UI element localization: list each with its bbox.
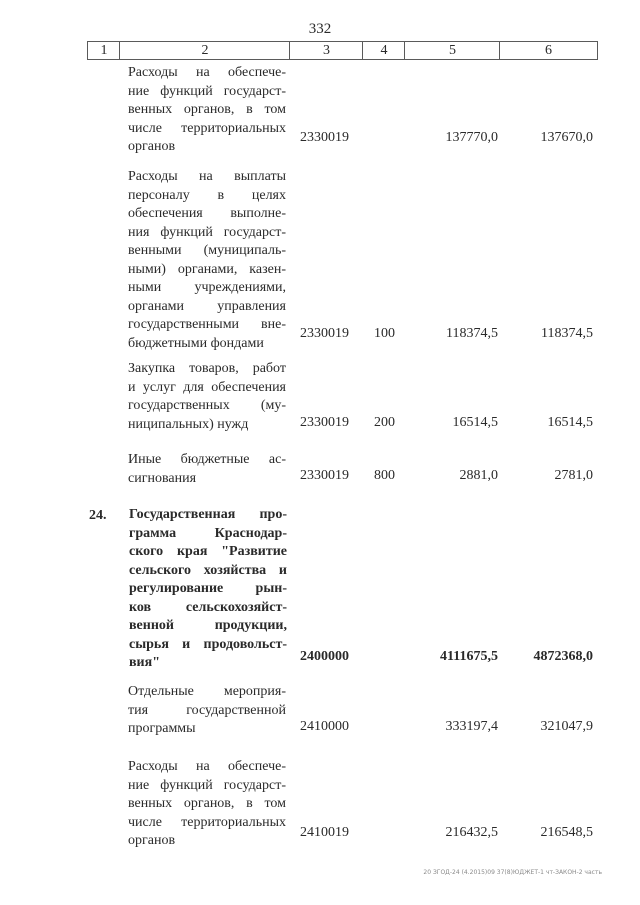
row-description: Иные бюджетные ас- сигнования	[128, 452, 286, 486]
header-col-5: 5	[404, 41, 500, 60]
row-description: Расходы на обеспече- ние функций государст- венных органов, в том числе территориальных органов	[128, 759, 286, 848]
row-code: 2410000	[300, 719, 349, 734]
row-sum-2015: 333197,4	[445, 719, 498, 734]
document-footer-code: 20 ЗГОД-24 (4.2015)09 37(8)ЮДЖЕТ-1 чт-ЗАКОН-2 часть	[423, 869, 602, 876]
header-col-6: 6	[499, 41, 598, 60]
row-sum-2016: 321047,9	[540, 719, 593, 734]
row-code: 2330019	[300, 415, 349, 430]
row-sum-2016: 216548,5	[540, 825, 593, 840]
row-sum-2016: 2781,0	[554, 468, 593, 483]
row-number: 24.	[89, 508, 107, 523]
row-sum-2015: 118374,5	[446, 326, 498, 341]
row-code: 2330019	[300, 326, 349, 341]
row-expense-type: 100	[374, 326, 395, 341]
row-sum-2015: 137770,0	[445, 130, 498, 145]
row-code: 2330019	[300, 130, 349, 145]
row-description: Закупка товаров, работ и услуг для обеспечения государственных (му- ниципальных) нужд	[128, 361, 286, 432]
header-col-3: 3	[289, 41, 363, 60]
header-col-1: 1	[87, 41, 120, 60]
header-col-4: 4	[362, 41, 405, 60]
row-sum-2015: 4111675,5	[440, 649, 498, 664]
program-title: Государственная про- грамма Краснодар- ского края "Развитие сельского хозяйства и регулирование рын- ков сельскохозяйст- венной продукции, сырья и продовольст- вия"	[129, 507, 287, 670]
row-code: 2400000	[300, 649, 349, 664]
row-sum-2016: 137670,0	[540, 130, 593, 145]
row-description: Расходы на выплаты персоналу в целях обеспечения выполне- ния функций государст- венными (муниципаль- ными) органами, казен- ными учреждениями, органами управления государственными вне- бюджетными фондами	[128, 169, 286, 351]
row-description: Отдельные мероприя- тия государственной программы	[128, 684, 286, 736]
row-sum-2016: 16514,5	[547, 415, 593, 430]
row-sum-2015: 216432,5	[445, 825, 498, 840]
row-expense-type: 800	[374, 468, 395, 483]
row-description: Расходы на обеспече- ние функций государст- венных органов, в том числе территориальных органов	[128, 65, 286, 154]
row-code: 2410019	[300, 825, 349, 840]
row-expense-type: 200	[374, 415, 395, 430]
page-number: 332	[308, 21, 332, 37]
row-code: 2330019	[300, 468, 349, 483]
table-header	[87, 41, 597, 60]
header-col-2: 2	[119, 41, 290, 60]
row-sum-2015: 2881,0	[459, 468, 498, 483]
row-sum-2016: 4872368,0	[533, 649, 593, 664]
row-sum-2016: 118374,5	[541, 326, 593, 341]
row-sum-2015: 16514,5	[452, 415, 498, 430]
